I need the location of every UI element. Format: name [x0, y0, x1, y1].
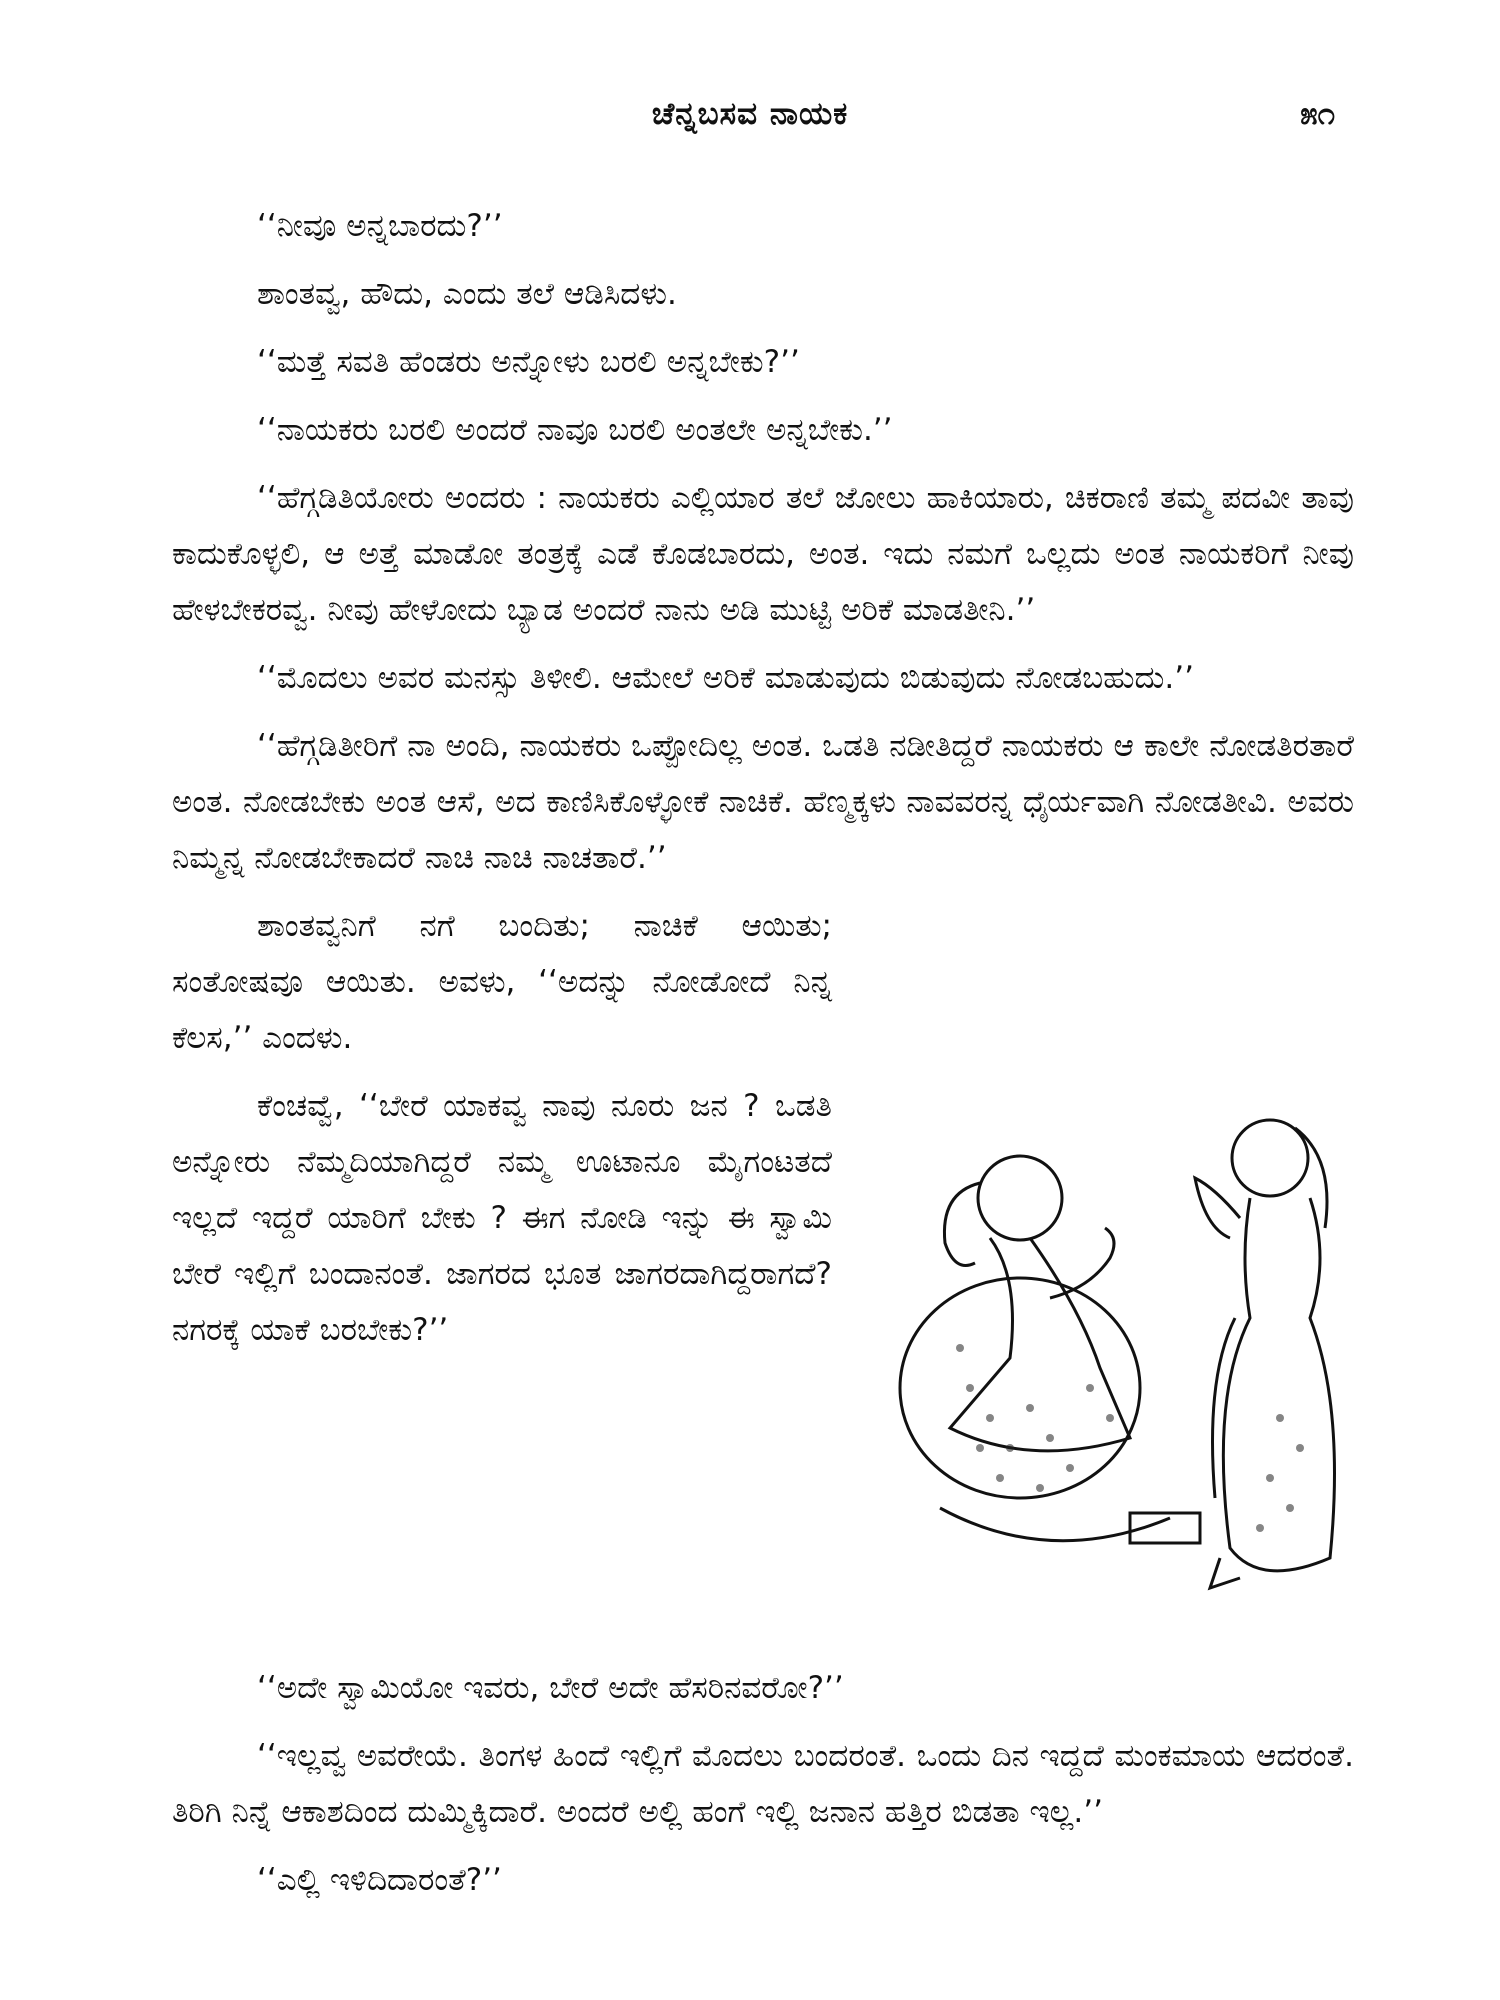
standing-woman-head: [1232, 1120, 1308, 1196]
paragraph: ‘‘ಇಲ್ಲವ್ವ ಅವರೇಯೆ. ತಿಂಗಳ ಹಿಂದೆ ಇಲ್ಲಿಗೆ ಮೊದಲು ಬಂದರಂತೆ. ಒಂದು ದಿನ ಇದ್ದದೆ ಮಂಕಮಾಯ ಆದರಂತೆ. ತಿರಿಗಿ ನಿನ್ನೆ ಆಕಾಶದಿಂದ ದುಮ್ಮಿಕ್ಕಿದಾರೆ. ಅಂದರೆ ಅಲ್ಲಿ ಹಂಗೆ ಇಲ್ಲಿ ಜನಾನ ಹತ್ತಿರ ಬಿಡತಾ ಇಲ್ಲ.’’: [172, 1738, 1364, 1830]
illustration-two-women-icon: [880, 1088, 1350, 1608]
paragraph: ‘‘ಮೊದಲು ಅವರ ಮನಸ್ಸು ತಿಳೀಲಿ. ಆಮೇಲೆ ಅರಿಕೆ ಮಾಡುವುದು ಬಿಡುವುದು ನೋಡಬಹುದು.’’: [257, 660, 1194, 696]
paragraph: ‘‘ಹೆಗ್ಗಡಿತಿಯೋರು ಅಂದರು : ನಾಯಕರು ಎಲ್ಲಿಯಾರ ತಲೆ ಜೋಲು ಹಾಕಿಯಾರು, ಚಿಕರಾಣಿ ತಮ್ಮ ಪದವೀ ತಾವು ಕಾದುಕೊಳ್ಳಲಿ, ಆ ಅತ್ತೆ ಮಾಡೋ ತಂತ್ರಕ್ಕೆ ಎಡೆ ಕೊಡಬಾರದು, ಅಂತ. ಇದು ನಮಗೆ ಒಲ್ಲದು ಅಂತ ನಾಯಕರಿಗೆ ನೀವು ಹೇಳಬೇಕರವ್ವ. ನೀವು ಹೇಳೋದು ಬ್ಯಾಡ ಅಂದರೆ ನಾನು ಅಡಿ ಮುಟ್ಟಿ ಅರಿಕೆ ಮಾಡತೀನಿ.’’: [172, 480, 1364, 628]
running-title: ಚೆನ್ನಬಸವ ನಾಯಕ: [651, 96, 849, 132]
seated-woman-halo: [900, 1278, 1140, 1498]
paragraph: ಶಾಂತವ್ವನಿಗೆ ನಗೆ ಬಂದಿತು; ನಾಚಿಕೆ ಆಯಿತು; ಸಂತೋಷವೂ ಆಯಿತು. ಅವಳು, ‘‘ಅದನ್ನು ನೋಡೋದೆ ನಿನ್ನ ಕೆಲಸ,’’ ಎಂದಳು.: [172, 908, 842, 1056]
paragraph: ಕೆಂಚವ್ವೆ, ‘‘ಬೇರೆ ಯಾಕವ್ವ ನಾವು ನೂರು ಜನ ? ಒಡತಿ ಅನ್ನೋರು ನೆಮ್ಮದಿಯಾಗಿದ್ದರೆ ನಮ್ಮ ಊಟಾನೂ ಮೈಗಂಟತದೆ ಇಲ್ಲದೆ ಇದ್ದರೆ ಯಾರಿಗೆ ಬೇಕು ? ಈಗ ನೋಡಿ ಇನ್ನು ಈ ಸ್ವಾಮಿ ಬೇರೆ ಇಲ್ಲಿಗೆ ಬಂದಾನಂತೆ. ಜಾಗರದ ಭೂತ ಜಾಗರದಾಗಿದ್ದರಾಗದೆ? ನಗರಕ್ಕೆ ಯಾಕೆ ಬರಬೇಕು?’’: [172, 1088, 842, 1348]
page-header: [0, 96, 1500, 146]
page-number: ೫೧: [1300, 96, 1335, 132]
paragraph: ‘‘ಅದೇ ಸ್ವಾಮಿಯೋ ಇವರು, ಬೇರೆ ಅದೇ ಹೆಸರಿನವರೋ?’’: [257, 1670, 844, 1706]
seated-woman-head: [978, 1156, 1062, 1240]
paragraph: ಶಾಂತವ್ವ, ಹೌದು, ಎಂದು ತಲೆ ಆಡಿಸಿದಳು.: [257, 276, 677, 312]
paragraph: ‘‘ಮತ್ತೆ ಸವತಿ ಹೆಂಡರು ಅನ್ನೋಳು ಬರಲಿ ಅನ್ನಬೇಕು?’’: [257, 344, 800, 380]
paragraph: ‘‘ನೀವೂ ಅನ್ನಬಾರದು?’’: [257, 208, 503, 244]
paragraph: ‘‘ಎಲ್ಲಿ ಇಳಿದಿದಾರಂತೆ?’’: [257, 1862, 502, 1898]
paragraph: ‘‘ನಾಯಕರು ಬರಲಿ ಅಂದರೆ ನಾವೂ ಬರಲಿ ಅಂತಲೇ ಅನ್ನಬೇಕು.’’: [257, 412, 893, 448]
body-text-bottom: [172, 1660, 1364, 1920]
illustration-svg: [880, 1088, 1350, 1608]
paragraph: ‘‘ಹೆಗ್ಗಡಿತೀರಿಗೆ ನಾ ಅಂದಿ, ನಾಯಕರು ಒಪ್ಪೋದಿಲ್ಲ ಅಂತ. ಒಡತಿ ನಡೀತಿದ್ದರೆ ನಾಯಕರು ಆ ಕಾಲೇ ನೋಡತಿರತಾರೆ ಅಂತ. ನೋಡಬೇಕು ಅಂತ ಆಸೆ, ಅದ ಕಾಣಿಸಿಕೊಳ್ಳೋಕೆ ನಾಚಿಕೆ. ಹೆಣ್ಮಕ್ಕಳು ನಾವವರನ್ನ ಧೈರ್ಯವಾಗಿ ನೋಡತೀವಿ. ಅವರು ನಿಮ್ಮನ್ನ ನೋಡಬೇಕಾದರೆ ನಾಚಿ ನಾಚಿ ನಾಚತಾರೆ.’’: [172, 728, 1364, 876]
text-beside-illustration: [172, 898, 842, 1358]
